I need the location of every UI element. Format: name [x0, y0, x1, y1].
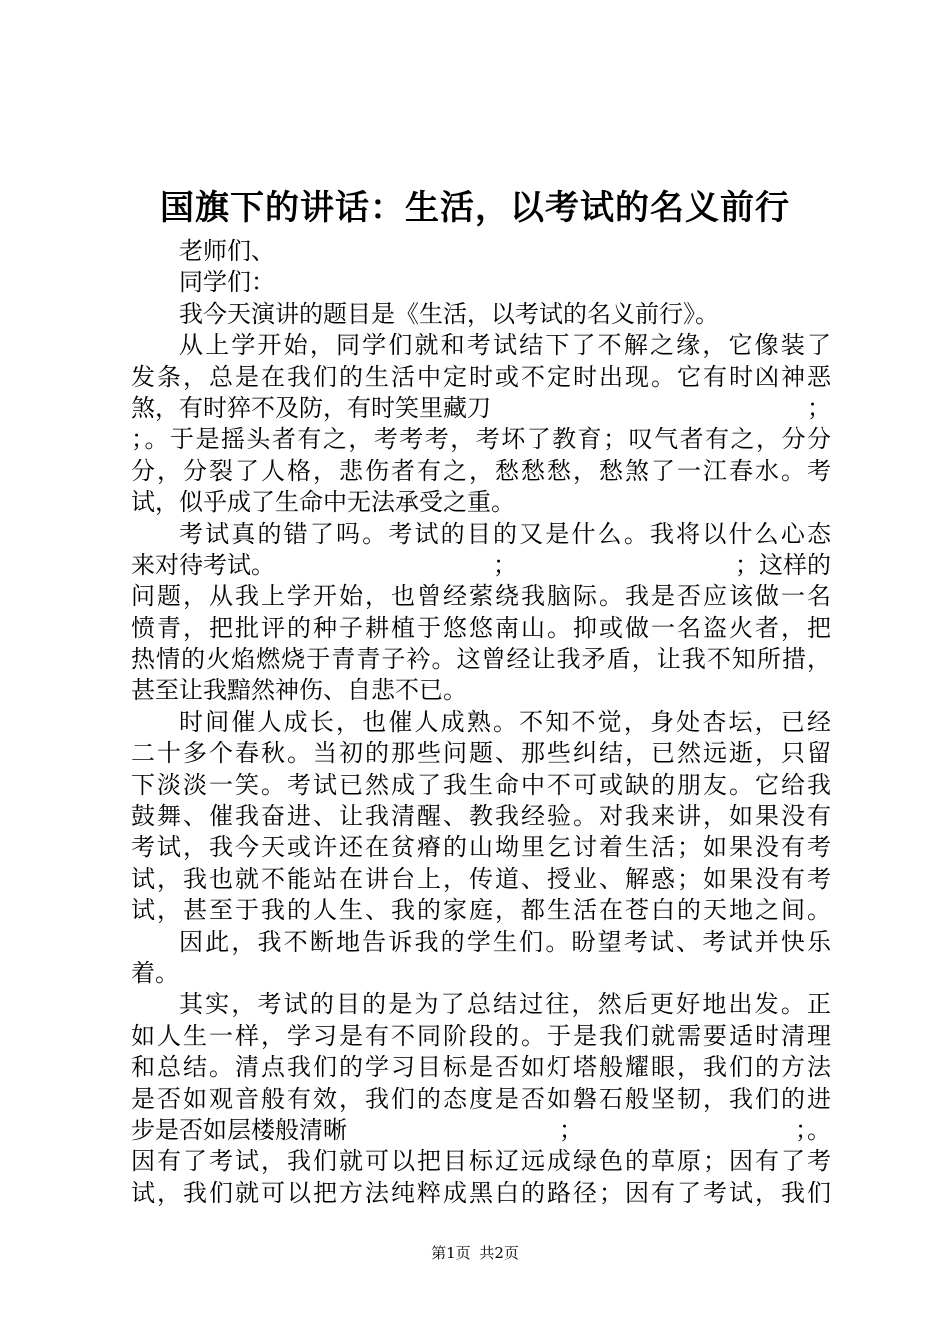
text-line: 同学们：: [179, 268, 275, 297]
text-line: 热情的火焰燃烧于青青子衿。这曾经让我矛盾，让我不知所措，: [131, 645, 831, 674]
text-line: 其实，考试的目的是为了总结过往，然后更好地出发。正: [179, 990, 831, 1019]
document-title: 国旗下的讲话：生活，以考试的名义前行: [160, 188, 790, 228]
line-text: 来对待考试。: [131, 550, 275, 579]
text-line: 试，甚至于我的人生、我的家庭，都生活在苍白的天地之间。: [131, 896, 831, 925]
document-body: [131, 236, 831, 1209]
text-line: 分，分裂了人格，悲伤者有之，愁愁愁，愁煞了一江春水。考: [131, 456, 831, 485]
line-mid-punct: ；: [559, 1115, 583, 1144]
text-line: 试，我们就可以把方法纯粹成黑白的路径；因有了考试，我们: [131, 1178, 831, 1207]
text-line: 考试，我今天或许还在贫瘠的山坳里乞讨着生活；如果没有考: [131, 833, 831, 862]
line-mid-punct: ；: [493, 550, 517, 579]
page-total: 共2页: [479, 1244, 519, 1262]
line-tail: ；: [807, 393, 831, 422]
text-line: 因此，我不断地告诉我的学生们。盼望考试、考试并快乐: [179, 927, 831, 956]
text-line: [131, 550, 831, 581]
line-text: 步是否如层楼般清晰: [131, 1115, 347, 1144]
text-line: 着。: [131, 958, 179, 987]
text-line: 下淡淡一笑。考试已然成了我生命中不可或缺的朋友。它给我: [131, 770, 831, 799]
line-tail: ；。: [795, 1115, 831, 1144]
line-text: 煞，有时猝不及防，有时笑里藏刀: [131, 393, 491, 422]
text-line: 二十多个春秋。当初的那些问题、那些纠结，已然远逝，只留: [131, 739, 831, 768]
text-line: 因有了考试，我们就可以把目标辽远成绿色的草原；因有了考: [131, 1147, 831, 1176]
text-line: 试，似乎成了生命中无法承受之重。: [131, 488, 515, 517]
text-line: 从上学开始，同学们就和考试结下了不解之缘，它像装了: [179, 331, 831, 360]
text-line: 鼓舞、催我奋进、让我清醒、教我经验。对我来讲，如果没有: [131, 802, 831, 831]
line-tail: ；这样的: [735, 550, 831, 579]
text-line: 和总结。清点我们的学习目标是否如灯塔般耀眼，我们的方法: [131, 1053, 831, 1082]
page-number: 第1页: [431, 1244, 471, 1262]
text-line: 是否如观音般有效，我们的态度是否如磐石般坚韧，我们的进: [131, 1084, 831, 1113]
text-line: [131, 1115, 831, 1146]
text-line: 甚至让我黯然神伤、自悲不已。: [131, 676, 467, 705]
text-line: 考试真的错了吗。考试的目的又是什么。我将以什么心态: [179, 519, 831, 548]
text-line: 试，我也就不能站在讲台上，传道、授业、解惑；如果没有考: [131, 864, 831, 893]
text-line: ；。于是摇头者有之，考考考，考坏了教育；叹气者有之，分分: [131, 425, 831, 454]
page-footer: [0, 1243, 950, 1263]
text-line: 我今天演讲的题目是《生活，以考试的名义前行》。: [179, 299, 719, 328]
text-line: 老师们、: [179, 237, 275, 265]
text-line: 时间催人成长，也催人成熟。不知不觉，身处杏坛，已经: [179, 707, 831, 736]
text-line: 愤青，把批评的种子耕植于悠悠南山。抑或做一名盗火者，把: [131, 613, 831, 642]
text-line: 发条，总是在我们的生活中定时或不定时出现。它有时凶神恶: [131, 362, 831, 391]
text-line: 问题，从我上学开始，也曾经萦绕我脑际。我是否应该做一名: [131, 582, 831, 611]
text-line: [131, 393, 831, 424]
text-line: 如人生一样，学习是有不同阶段的。于是我们就需要适时清理: [131, 1021, 831, 1050]
